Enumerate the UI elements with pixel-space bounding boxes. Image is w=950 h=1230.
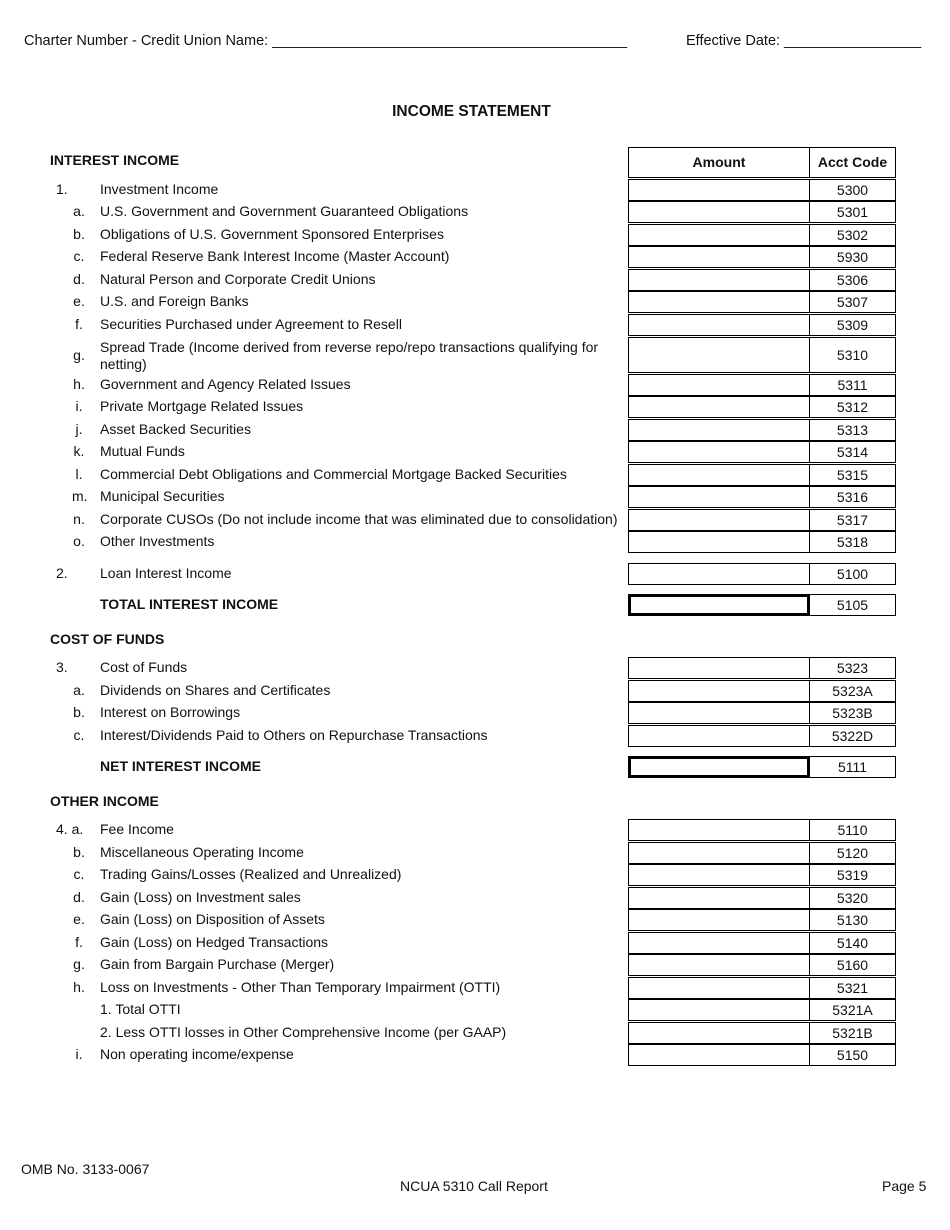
item-letter: e. [73, 911, 85, 927]
amount-input-5105[interactable] [628, 594, 810, 616]
item-label: Cost of Funds [100, 659, 188, 675]
line-item-5313 [0, 419, 900, 441]
amount-input-5306[interactable] [628, 269, 810, 291]
acct-code-column-header: Acct Code [809, 147, 896, 178]
item-letter: l. [75, 466, 83, 482]
item-label: Interest on Borrowings [100, 704, 241, 720]
item-letter: j. [75, 421, 83, 437]
item-label: Mutual Funds [100, 443, 185, 459]
item-number: 2. [56, 565, 68, 581]
amount-input-5150[interactable] [628, 1044, 810, 1066]
section-interest-income: INTEREST INCOME [50, 152, 180, 168]
amount-input-5314[interactable] [628, 441, 810, 463]
amount-input-5311[interactable] [628, 374, 810, 396]
item-letter: e. [73, 293, 85, 309]
item-label: Asset Backed Securities [100, 421, 251, 437]
item-letter: a. [73, 203, 85, 219]
item-label: Private Mortgage Related Issues [100, 398, 304, 414]
line-item-5150 [0, 1044, 900, 1066]
acct-code: 5313 [809, 419, 896, 441]
item-label: Trading Gains/Losses (Realized and Unrealized) [100, 866, 402, 882]
amount-input-5317[interactable] [628, 509, 810, 531]
line-item-5315 [0, 464, 900, 486]
line-item-5320 [0, 887, 900, 909]
line-item-5321A [0, 999, 900, 1021]
line-item-5307 [0, 291, 900, 313]
item-label: Non operating income/expense [100, 1046, 294, 1062]
line-item-5302 [0, 224, 900, 246]
item-letter: d. [73, 271, 85, 287]
charter-name-field-label: Charter Number - Credit Union Name: ____________________________________________ [24, 33, 628, 49]
amount-input-5309[interactable] [628, 314, 810, 336]
amount-input-5307[interactable] [628, 291, 810, 313]
acct-code: 5315 [809, 464, 896, 486]
item-letter: c. [73, 727, 85, 743]
item-label: Other Investments [100, 533, 215, 549]
line-item-5322D [0, 725, 900, 747]
amount-input-5315[interactable] [628, 464, 810, 486]
amount-input-5302[interactable] [628, 224, 810, 246]
item-label: TOTAL INTEREST INCOME [100, 596, 279, 612]
acct-code: 5316 [809, 486, 896, 508]
item-number: 4. a. [56, 821, 84, 837]
line-item-5323 [0, 657, 900, 679]
item-label: U.S. and Foreign Banks [100, 293, 249, 309]
page-number: Page 5 [882, 1178, 927, 1194]
acct-code: 5110 [809, 819, 896, 841]
item-letter: i. [75, 1046, 83, 1062]
item-label: Municipal Securities [100, 488, 225, 504]
acct-code: 5160 [809, 954, 896, 976]
item-letter: b. [73, 226, 85, 242]
acct-code: 5300 [809, 179, 896, 201]
amount-column-header: Amount [628, 147, 810, 178]
omb-number: OMB No. 3133-0067 [21, 1161, 150, 1177]
item-label: Commercial Debt Obligations and Commercial Mortgage Backed Securities [100, 466, 567, 482]
page-title: INCOME STATEMENT [392, 103, 551, 120]
acct-code: 5314 [809, 441, 896, 463]
report-name: NCUA 5310 Call Report [400, 1178, 548, 1194]
acct-code: 5130 [809, 909, 896, 931]
line-item-5120 [0, 842, 900, 864]
item-label: Miscellaneous Operating Income [100, 844, 304, 860]
item-label: Gain (Loss) on Investment sales [100, 889, 301, 905]
acct-code: 5321A [809, 999, 896, 1021]
amount-input-5319[interactable] [628, 864, 810, 886]
acct-code: 5309 [809, 314, 896, 336]
line-item-5309 [0, 314, 900, 336]
line-item-5111 [0, 756, 900, 778]
line-item-5323B [0, 702, 900, 724]
item-label: Fee Income [100, 821, 174, 837]
acct-code: 5140 [809, 932, 896, 954]
amount-input-5323A[interactable] [628, 680, 810, 702]
amount-input-5313[interactable] [628, 419, 810, 441]
amount-input-5322D[interactable] [628, 725, 810, 747]
line-item-5930 [0, 246, 900, 268]
acct-code: 5311 [809, 374, 896, 396]
item-label: U.S. Government and Government Guaranteed Obligations [100, 203, 469, 219]
item-letter: k. [73, 443, 85, 459]
item-label: Gain from Bargain Purchase (Merger) [100, 956, 335, 972]
amount-input-5120[interactable] [628, 842, 810, 864]
acct-code: 5930 [809, 246, 896, 268]
item-label: Corporate CUSOs (Do not include income that was eliminated due to consolidation) [100, 511, 618, 527]
item-letter: g. [73, 346, 85, 363]
item-label: Gain (Loss) on Hedged Transactions [100, 934, 329, 950]
acct-code: 5318 [809, 531, 896, 553]
amount-input-5316[interactable] [628, 486, 810, 508]
line-item-5130 [0, 909, 900, 931]
line-item-5311 [0, 374, 900, 396]
item-letter: f. [75, 316, 83, 332]
item-letter: b. [73, 844, 85, 860]
item-label: 1. Total OTTI [100, 1001, 181, 1017]
acct-code: 5319 [809, 864, 896, 886]
item-label: Loss on Investments - Other Than Temporary Impairment (OTTI) [100, 979, 501, 995]
amount-input-5323B[interactable] [628, 702, 810, 724]
item-number: 3. [56, 659, 68, 675]
item-letter: h. [73, 979, 85, 995]
amount-input-5321A[interactable] [628, 999, 810, 1021]
acct-code: 5320 [809, 887, 896, 909]
item-label: Interest/Dividends Paid to Others on Repurchase Transactions [100, 727, 488, 743]
amount-input-5111[interactable] [628, 756, 810, 778]
acct-code: 5321B [809, 1022, 896, 1044]
acct-code: 5301 [809, 201, 896, 223]
item-label: 2. Less OTTI losses in Other Comprehensive Income (per GAAP) [100, 1024, 507, 1040]
section-cost-of-funds: COST OF FUNDS [50, 631, 165, 647]
item-letter: n. [73, 511, 85, 527]
item-label: Government and Agency Related Issues [100, 376, 351, 392]
section-other-income: OTHER INCOME [50, 793, 159, 809]
item-label: Securities Purchased under Agreement to Resell [100, 316, 402, 332]
amount-input-5323[interactable] [628, 657, 810, 679]
acct-code: 5312 [809, 396, 896, 418]
item-label: Loan Interest Income [100, 565, 232, 581]
line-item-5321 [0, 977, 900, 999]
line-item-5312 [0, 396, 900, 418]
line-item-5160 [0, 954, 900, 976]
line-item-5110 [0, 819, 900, 841]
amount-input-5130[interactable] [628, 909, 810, 931]
acct-code: 5322D [809, 725, 896, 747]
amount-input-5318[interactable] [628, 531, 810, 553]
item-letter: c. [73, 248, 85, 264]
item-letter: o. [73, 533, 85, 549]
item-letter: i. [75, 398, 83, 414]
line-item-5140 [0, 932, 900, 954]
amount-input-5310[interactable] [628, 337, 810, 373]
acct-code: 5306 [809, 269, 896, 291]
amount-input-5140[interactable] [628, 932, 810, 954]
item-letter: b. [73, 704, 85, 720]
line-item-5314 [0, 441, 900, 463]
item-letter: h. [73, 376, 85, 392]
acct-code: 5302 [809, 224, 896, 246]
effective-date-field-label: Effective Date: _________________ [686, 33, 922, 49]
acct-code: 5321 [809, 977, 896, 999]
item-label: Spread Trade (Income derived from reverse repo/repo transactions qualifying for netting) [100, 339, 599, 372]
line-item-5323A [0, 680, 900, 702]
amount-input-5312[interactable] [628, 396, 810, 418]
item-label: Federal Reserve Bank Interest Income (Master Account) [100, 248, 450, 264]
item-letter: a. [73, 682, 85, 698]
acct-code: 5307 [809, 291, 896, 313]
acct-code: 5150 [809, 1044, 896, 1066]
item-label: Investment Income [100, 181, 219, 197]
item-letter: m. [72, 488, 88, 504]
line-item-5319 [0, 864, 900, 886]
item-letter: g. [73, 956, 85, 972]
acct-code: 5120 [809, 842, 896, 864]
amount-input-5321[interactable] [628, 977, 810, 999]
amount-input-5301[interactable] [628, 201, 810, 223]
item-label: Natural Person and Corporate Credit Unions [100, 271, 376, 287]
amount-input-5160[interactable] [628, 954, 810, 976]
acct-code: 5317 [809, 509, 896, 531]
amount-input-5100[interactable] [628, 563, 810, 585]
item-label: Dividends on Shares and Certificates [100, 682, 331, 698]
amount-input-5110[interactable] [628, 819, 810, 841]
item-label: Gain (Loss) on Disposition of Assets [100, 911, 325, 927]
line-item-5300 [0, 179, 900, 201]
line-item-5316 [0, 486, 900, 508]
item-number: 1. [56, 181, 68, 197]
line-item-5105 [0, 594, 900, 616]
item-letter: d. [73, 889, 85, 905]
acct-code: 5105 [809, 594, 896, 616]
acct-code: 5100 [809, 563, 896, 585]
acct-code: 5310 [809, 337, 896, 373]
item-label: Obligations of U.S. Government Sponsored Enterprises [100, 226, 444, 242]
acct-code: 5323A [809, 680, 896, 702]
line-item-5318 [0, 531, 900, 553]
line-item-5310 [0, 337, 900, 373]
acct-code: 5111 [809, 756, 896, 778]
acct-code: 5323B [809, 702, 896, 724]
line-item-5306 [0, 269, 900, 291]
amount-input-5930[interactable] [628, 246, 810, 268]
acct-code: 5323 [809, 657, 896, 679]
line-item-5301 [0, 201, 900, 223]
line-item-5100 [0, 563, 900, 585]
amount-input-5321B[interactable] [628, 1022, 810, 1044]
amount-input-5300[interactable] [628, 179, 810, 201]
item-letter: c. [73, 866, 85, 882]
item-letter: f. [75, 934, 83, 950]
line-item-5317 [0, 509, 900, 531]
line-item-5321B [0, 1022, 900, 1044]
item-label: NET INTEREST INCOME [100, 758, 262, 774]
amount-input-5320[interactable] [628, 887, 810, 909]
